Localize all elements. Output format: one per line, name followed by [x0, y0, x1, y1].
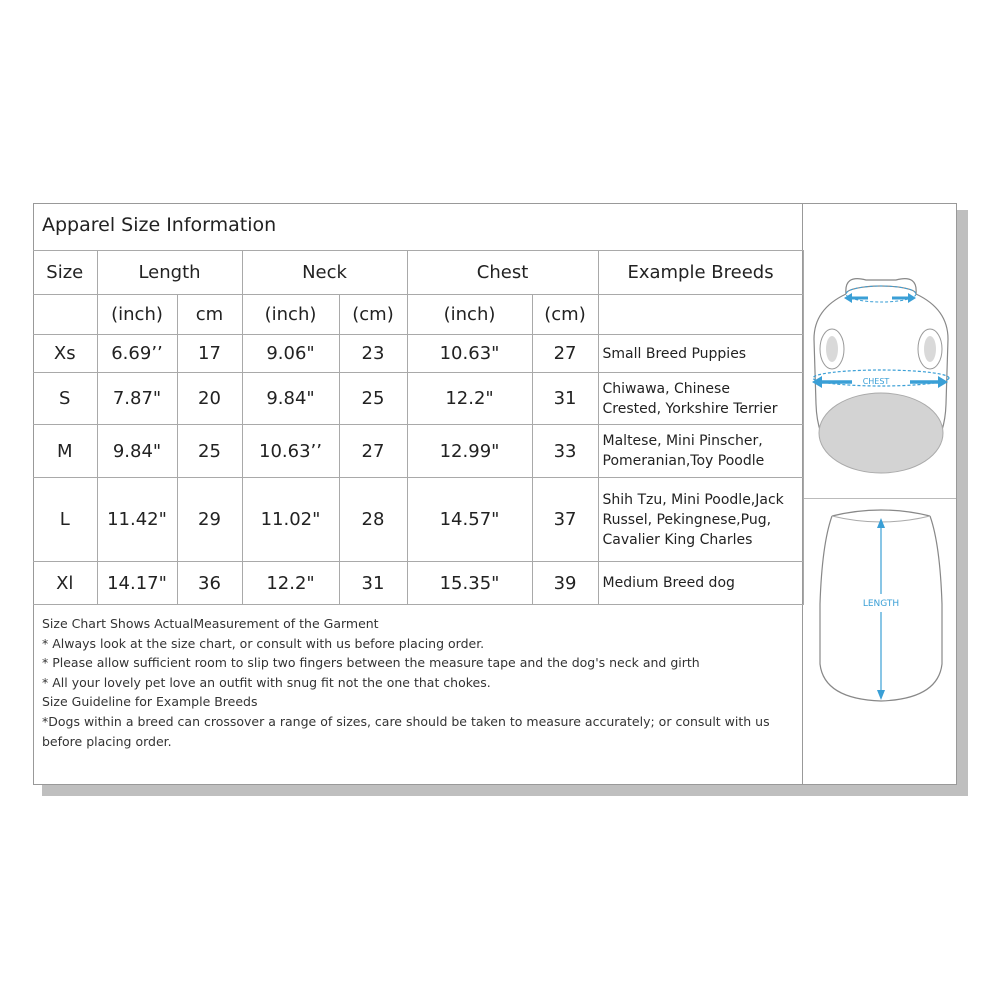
header-breeds: Example Breeds	[598, 251, 803, 295]
cell-neck-inch: 12.2"	[242, 562, 339, 605]
cell-breeds	[598, 373, 803, 425]
cell-chest-inch: 15.35"	[407, 562, 532, 605]
units-row	[33, 295, 803, 335]
breed-line: Medium Breed dog	[602, 575, 735, 591]
page-title: Apparel Size Information	[42, 214, 277, 236]
cell-size: S	[33, 373, 97, 425]
header-size: Size	[33, 251, 97, 295]
breed-line: Shih Tzu, Mini Poodle,Jack	[602, 491, 784, 508]
units-size-empty	[33, 295, 97, 335]
note-line: before placing order.	[42, 733, 172, 749]
note-line: Size Guideline for Example Breeds	[42, 694, 258, 710]
cell-chest-cm: 31	[532, 373, 598, 425]
cell-length-cm: 25	[177, 425, 242, 478]
note-line: * Please allow sufficient room to slip two fingers between the measure tape and the dog's neck and girth	[42, 655, 700, 671]
cell-length-cm: 29	[177, 478, 242, 562]
cell-length-inch: 6.69’’	[97, 335, 177, 373]
header-row	[33, 251, 803, 295]
header-neck: Neck	[242, 251, 407, 295]
header-chest: Chest	[407, 251, 598, 295]
cell-chest-inch: 12.2"	[407, 373, 532, 425]
breed-line: Cavalier King Charles	[602, 531, 753, 548]
cell-size: Xl	[33, 562, 97, 605]
cell-breeds	[598, 425, 803, 478]
cell-neck-cm: 23	[339, 335, 407, 373]
cell-chest-inch: 10.63"	[407, 335, 532, 373]
cell-breeds	[598, 478, 803, 562]
cell-length-inch: 11.42"	[97, 478, 177, 562]
cell-neck-cm: 28	[339, 478, 407, 562]
unit-chest-inch: (inch)	[407, 295, 532, 335]
table-row	[33, 425, 803, 478]
cell-breeds	[598, 562, 803, 605]
header-length: Length	[97, 251, 242, 295]
note-line: *Dogs within a breed can crossover a range of sizes, care should be taken to measure accurately; or consult with us	[42, 713, 770, 729]
cell-neck-inch: 9.06"	[242, 335, 339, 373]
cell-length-cm: 36	[177, 562, 242, 605]
note-line: Size Chart Shows ActualMeasurement of the Garment	[42, 616, 379, 631]
cell-neck-inch: 11.02"	[242, 478, 339, 562]
cell-neck-inch: 10.63’’	[242, 425, 339, 478]
unit-neck-inch: (inch)	[242, 295, 339, 335]
breed-line: Chiwawa, Chinese	[602, 380, 730, 397]
cell-chest-cm: 27	[532, 335, 598, 373]
cell-size: M	[33, 425, 97, 478]
measurement-diagram	[804, 204, 956, 784]
cell-size: Xs	[33, 335, 97, 373]
note-line: * Always look at the size chart, or consult with us before placing order.	[42, 635, 485, 651]
unit-length-inch: (inch)	[97, 295, 177, 335]
cell-chest-cm: 37	[532, 478, 598, 562]
cell-neck-cm: 31	[339, 562, 407, 605]
breed-line: Pomeranian,Toy Poodle	[602, 453, 765, 469]
cell-chest-inch: 12.99"	[407, 425, 532, 478]
unit-length-cm: cm	[177, 295, 242, 335]
breed-line: Crested, Yorkshire Terrier	[602, 400, 778, 417]
table-row	[33, 335, 803, 373]
breed-line: Russel, Pekingnese,Pug,	[602, 511, 772, 528]
length-label: LENGTH	[862, 599, 900, 609]
cell-neck-cm: 27	[339, 425, 407, 478]
notes-block	[42, 614, 797, 751]
table-row	[33, 562, 803, 605]
cell-size: L	[33, 478, 97, 562]
unit-chest-cm: (cm)	[532, 295, 598, 335]
breed-line: Maltese, Mini Pinscher,	[602, 433, 763, 449]
table-row	[33, 478, 803, 562]
cell-length-inch: 9.84"	[97, 425, 177, 478]
cell-chest-inch: 14.57"	[407, 478, 532, 562]
cell-length-inch: 7.87"	[97, 373, 177, 425]
breed-line: Small Breed Puppies	[602, 345, 747, 362]
cell-length-inch: 14.17"	[97, 562, 177, 605]
size-table	[33, 250, 804, 605]
cell-length-cm: 17	[177, 335, 242, 373]
top-view-garment-icon	[813, 279, 949, 473]
cell-breeds	[598, 335, 803, 373]
cell-neck-inch: 9.84"	[242, 373, 339, 425]
cell-length-cm: 20	[177, 373, 242, 425]
units-breeds-empty	[598, 295, 803, 335]
unit-neck-cm: (cm)	[339, 295, 407, 335]
cell-chest-cm: 33	[532, 425, 598, 478]
table-row	[33, 373, 803, 425]
cell-chest-cm: 39	[532, 562, 598, 605]
note-line: * All your lovely pet love an outfit with snug fit not the one that chokes.	[42, 674, 491, 690]
chest-label: CHEST	[862, 377, 890, 386]
cell-neck-cm: 25	[339, 373, 407, 425]
